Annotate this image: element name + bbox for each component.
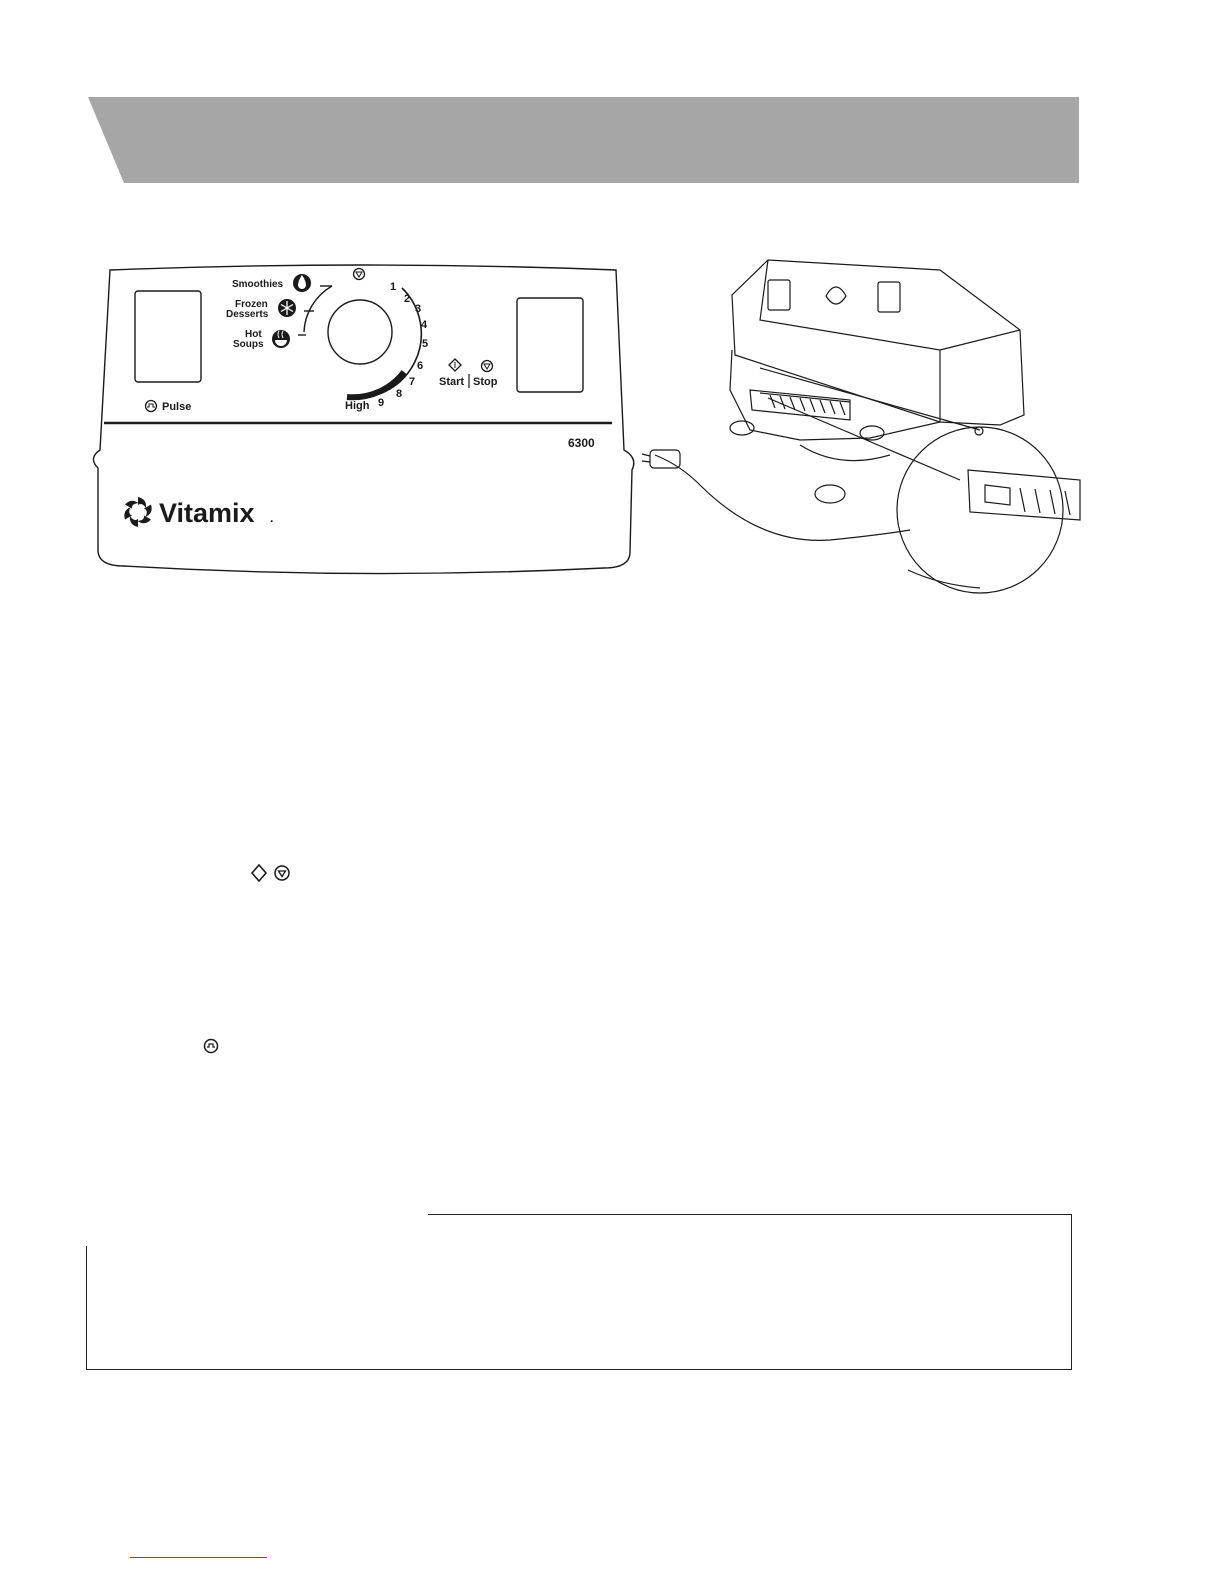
speed-number-8: 8	[396, 388, 403, 400]
start-stop-switch[interactable]	[517, 298, 583, 392]
hot-label-line1: Hot	[245, 329, 262, 340]
stop-icon	[354, 269, 365, 280]
start-label: Start	[439, 376, 465, 388]
high-label: High	[345, 400, 370, 412]
speed-number-9: 9	[378, 397, 385, 409]
pulse-icon	[146, 401, 157, 412]
smoothies-label: Smoothies	[232, 279, 284, 290]
model-number: 6300	[568, 436, 595, 450]
pulse-switch[interactable]	[135, 291, 201, 382]
pulse-icon-inline	[203, 1038, 219, 1054]
speed-number-3: 3	[415, 303, 422, 315]
frozen-label-line1: Frozen	[235, 299, 268, 310]
pulse-label: Pulse	[162, 401, 192, 413]
speed-number-7: 7	[409, 376, 416, 388]
notice-box-gap	[86, 1213, 428, 1216]
speed-number-5: 5	[422, 338, 429, 350]
brand-mark: .	[270, 511, 274, 525]
start-icon-inline	[250, 864, 268, 882]
speed-number-6: 6	[417, 360, 424, 372]
stop-label: Stop	[473, 376, 498, 388]
blender-base-illustration	[640, 250, 1090, 600]
speed-number-2: 2	[404, 293, 411, 305]
variable-speed-dial[interactable]	[328, 300, 392, 364]
stop-icon-inline	[273, 864, 291, 882]
control-panel-illustration	[84, 262, 644, 578]
speed-number-1: 1	[390, 281, 397, 293]
vitamix-logo	[121, 497, 273, 528]
hot-label-line2: Soups	[233, 339, 264, 350]
start-icon	[449, 359, 461, 371]
stop-icon-panel	[482, 361, 493, 372]
speed-number-4: 4	[421, 319, 428, 331]
drop-icon	[293, 274, 311, 292]
frozen-label-line2: Desserts	[226, 309, 269, 320]
snowflake-icon	[278, 299, 296, 317]
header-banner	[88, 97, 1079, 183]
footer-link[interactable]	[130, 1557, 267, 1558]
brand-name: Vitamix	[159, 498, 255, 528]
notice-box-left-edge	[86, 1246, 87, 1370]
notice-box	[86, 1214, 1072, 1370]
steam-bowl-icon	[272, 330, 290, 348]
